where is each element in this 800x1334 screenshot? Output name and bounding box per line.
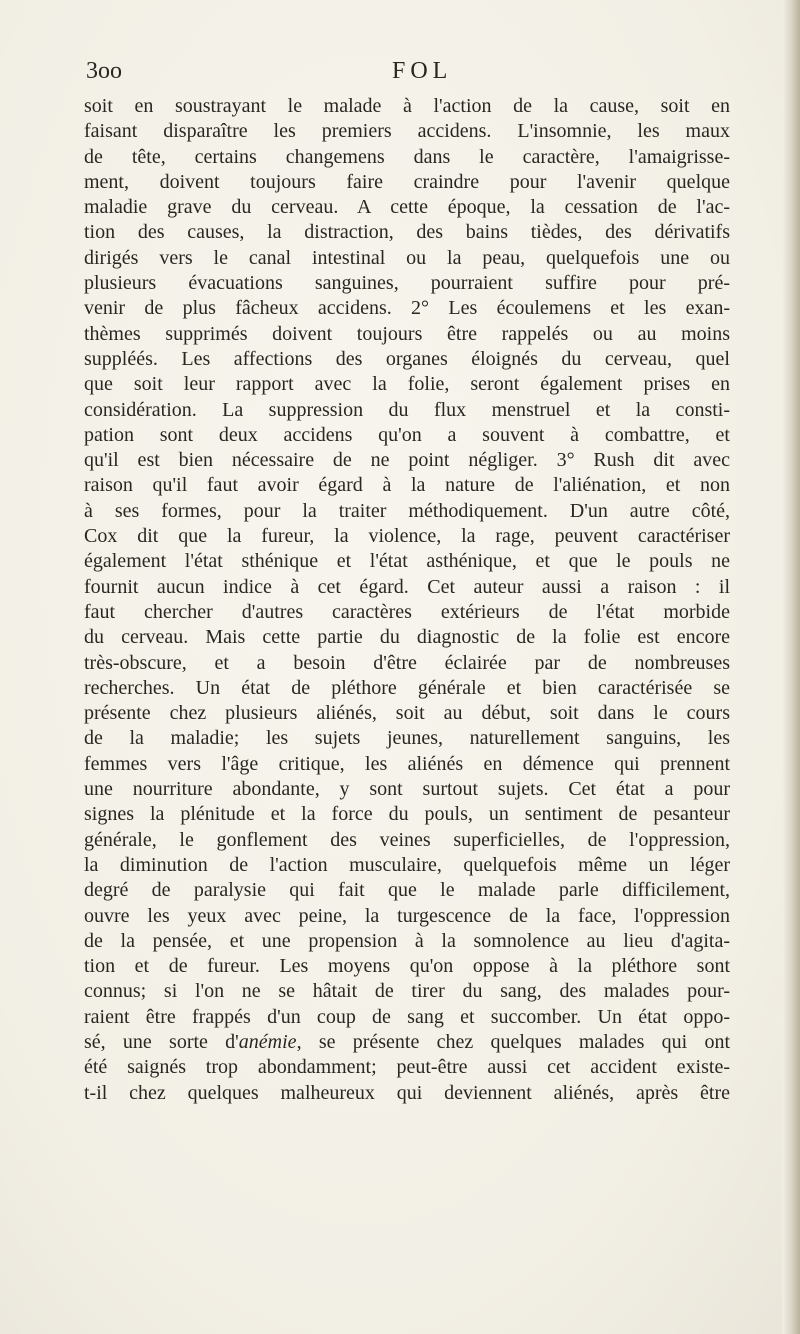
text-line: la diminution de l'action musculaire, quelquefois même un léger	[84, 853, 730, 876]
text-line: ouvre les yeux avec peine, la turgescence de la face, l'oppression	[84, 904, 730, 927]
text-line: ment, doivent toujours faire craindre pour l'avenir quelque	[84, 170, 730, 193]
text-line: degré de paralysie qui fait que le malade parle difficilement,	[84, 879, 730, 902]
text-line: faut chercher d'autres caractères extérieurs de l'état morbide	[84, 600, 730, 623]
text-line: fournit aucun indice à cet égard. Cet auteur aussi a raison : il	[84, 575, 730, 598]
text-line: dirigés vers le canal intestinal ou la peau, quelquefois une ou	[84, 246, 730, 269]
text-line: générale, le gonflement des veines superficielles, de l'oppression,	[84, 828, 730, 851]
text-line: plusieurs évacuations sanguines, pourraient suffire pour pré-	[84, 272, 730, 295]
text-line: très-obscure, et a besoin d'être éclairée par de nombreuses	[84, 651, 730, 674]
text-line: à ses formes, pour la traiter méthodiquement. D'un autre côté,	[84, 499, 730, 522]
text-line: signes la plénitude et la force du pouls, un sentiment de pesanteur	[84, 803, 730, 826]
text-line: soit en soustrayant le malade à l'action de la cause, soit en	[84, 95, 730, 117]
text-line: de la maladie; les sujets jeunes, naturellement sanguins, les	[84, 727, 730, 750]
text-line: une nourriture abondante, y sont surtout sujets. Cet état a pour	[84, 778, 730, 801]
text-line: t-il chez quelques malheureux qui deviennent aliénés, après être	[84, 1081, 730, 1104]
text-line: maladie grave du cerveau. A cette époque, la cessation de l'ac-	[84, 196, 730, 219]
text-line: recherches. Un état de pléthore générale et bien caractérisée se	[84, 676, 730, 699]
italic-term: anémie	[238, 1030, 297, 1053]
text-line: considération. La suppression du flux menstruel et la consti-	[84, 398, 730, 421]
text-line: thèmes supprimés doivent toujours être rappelés ou au moins	[84, 322, 730, 345]
text-line: connus; si l'on ne se hâtait de tirer du sang, des malades pour-	[84, 980, 730, 1003]
page-number: 3oo	[86, 58, 122, 84]
text-line: venir de plus fâcheux accidens. 2° Les écoulemens et les exan-	[84, 297, 730, 320]
body-text	[84, 94, 730, 1106]
text-line: femmes vers l'âge critique, les aliénés en démence qui prennent	[84, 752, 730, 775]
text-line: tion des causes, la distraction, des bains tièdes, des dérivatifs	[84, 221, 730, 244]
text-line: de tête, certains changemens dans le caractère, l'amaigrisse-	[84, 145, 730, 168]
text-line: présente chez plusieurs aliénés, soit au début, soit dans le cours	[84, 702, 730, 725]
text-line: sé, une sorte d'anémie, se présente chez quelques malades qui ont	[84, 1030, 731, 1053]
text-line: pation sont deux accidens qu'on a souvent à combattre, et	[84, 423, 730, 446]
text-line: de la pensée, et une propension à la somnolence au lieu d'agita-	[84, 929, 730, 952]
text-line: du cerveau. Mais cette partie du diagnostic de la folie est encore	[84, 626, 730, 649]
text-line: faisant disparaître les premiers accidens. L'insomnie, les maux	[84, 120, 730, 143]
page-header	[86, 58, 726, 88]
text-line: raison qu'il faut avoir égard à la nature de l'aliénation, et non	[84, 474, 730, 497]
text-line: tion et de fureur. Les moyens qu'on oppose à la pléthore sont	[84, 955, 730, 978]
text-line: suppléés. Les affections des organes éloignés du cerveau, quel	[84, 347, 730, 370]
text-line: qu'il est bien nécessaire de ne point négliger. 3° Rush dit avec	[84, 449, 730, 472]
running-head: FOL	[392, 58, 453, 84]
text-line: que soit leur rapport avec la folie, seront également prises en	[84, 373, 730, 396]
text-line: Cox dit que la fureur, la violence, la rage, peuvent caractériser	[84, 525, 730, 548]
text-line: raient être frappés d'un coup de sang et succomber. Un état oppo-	[84, 1005, 730, 1028]
text-line: été saignés trop abondamment; peut-être aussi cet accident existe-	[84, 1056, 730, 1079]
page-edge-shadow	[782, 0, 800, 1334]
text-line: également l'état sthénique et l'état asthénique, et que le pouls ne	[84, 550, 730, 573]
